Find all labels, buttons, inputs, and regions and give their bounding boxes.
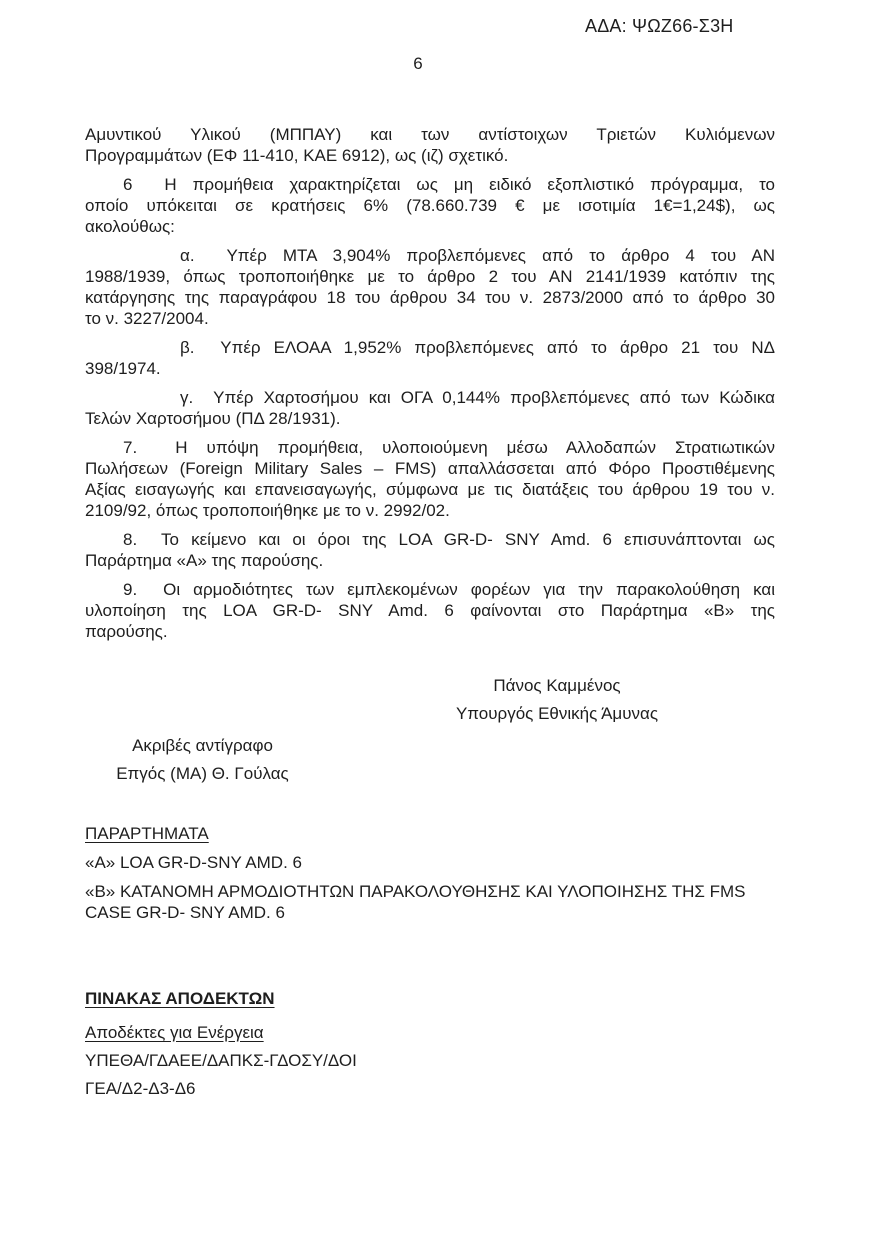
recipients-subheading: Αποδέκτες για Ενέργεια <box>85 1023 264 1042</box>
paragraph-6c <box>85 387 775 429</box>
signature-title: Υπουργός Εθνικής Άμυνας <box>455 704 659 723</box>
annex-item-a: «Α» LOA GR-D-SNY AMD. 6 <box>85 853 302 872</box>
annex-item-b: «Β» ΚΑΤΑΝΟΜΗ ΑΡΜΟΔΙΟΤΗΤΩΝ ΠΑΡΑΚΟΛΟΥΘΗΣΗΣ ΚΑΙ ΥΛΟΠΟΙΗΣΗΣ ΤΗΣ FMS CASE GR-D- SNY AMD. 6 <box>85 882 746 922</box>
text-line: Παράρτημα «Α» της παρούσης. <box>85 551 324 570</box>
paragraph-6b <box>85 337 775 379</box>
text-line: 1988/1939, όπως τροποποιήθηκε με το άρθρο 2 του ΑΝ 2141/1939 κατόπιν της <box>85 267 775 286</box>
text-line: 7. Η υπόψη προμήθεια, υλοποιούμενη μέσω Αλλοδαπών Στρατιωτικών <box>123 438 775 457</box>
certification-label: Ακριβές αντίγραφο <box>132 736 273 755</box>
page-number: 6 <box>413 54 423 73</box>
paragraph-7 <box>85 437 775 521</box>
text-line: κατάργησης της παραγράφου 18 του άρθρου 34 του ν. 2873/2000 από το άρθρο 30 <box>85 288 775 307</box>
document-body <box>85 124 775 1099</box>
signature-block <box>339 675 775 724</box>
text-line: 2109/92, όπως τροποποιήθηκε με το ν. 2992/02. <box>85 501 450 520</box>
text-line: 9. Οι αρμοδιότητες των εμπλεκομένων φορέων για την παρακολούθηση και <box>123 580 775 599</box>
text-line: Πωλήσεων (Foreign Military Sales – FMS) απαλλάσσεται από Φόρο Προστιθέμενης <box>85 459 775 478</box>
text-line: γ. Υπέρ Χαρτοσήμου και ΟΓΑ 0,144% προβλεπόμενες από των Κώδικα <box>180 388 775 407</box>
recipient-item: ΥΠΕΘΑ/ΓΔΑΕΕ/ΔΑΠΚΣ-ΓΔΟΣΥ/ΔΟΙ <box>85 1051 357 1070</box>
paragraph-intro <box>85 124 775 166</box>
text-line: ακολούθως: <box>85 217 175 236</box>
text-line: α. Υπέρ ΜΤΑ 3,904% προβλεπόμενες από το άρθρο 4 του ΑΝ <box>180 246 775 265</box>
text-line: υλοποίηση της LOA GR-D- SNY Amd. 6 φαίνονται στο Παράρτημα «Β» της <box>85 601 775 620</box>
certification-block <box>110 735 295 784</box>
text-line: το ν. 3227/2004. <box>85 309 209 328</box>
signature-name: Πάνος Καμμένος <box>493 676 621 695</box>
text-line: Τελών Χαρτοσήμου (ΠΔ 28/1931). <box>85 409 341 428</box>
text-line: Προγραμμάτων (ΕΦ 11-410, ΚΑΕ 6912), ως (ιζ) σχετικό. <box>85 146 509 165</box>
paragraph-8 <box>85 529 775 571</box>
ada-code: ΑΔΑ: ΨΩΖ66-Σ3Η <box>585 16 734 36</box>
text-line: παρούσης. <box>85 622 168 641</box>
text-line: 398/1974. <box>85 359 161 378</box>
annexes-heading: ΠΑΡΑΡΤΗΜΑΤΑ <box>85 824 209 843</box>
text-line: 8. Το κείμενο και οι όροι της LOA GR-D- SNY Amd. 6 επισυνάπτονται ως <box>123 530 775 549</box>
text-line: Αμυντικού Υλικού (ΜΠΠΑΥ) και των αντίστοιχων Τριετών Κυλιόμενων <box>85 125 775 144</box>
text-line: 6 Η προμήθεια χαρακτηρίζεται ως μη ειδικό εξοπλιστικό πρόγραμμα, το <box>123 175 775 194</box>
recipient-item: ΓΕΑ/Δ2-Δ3-Δ6 <box>85 1079 196 1098</box>
paragraph-6a <box>85 245 775 329</box>
certification-officer: Επγός (ΜΑ) Θ. Γούλας <box>116 764 289 783</box>
paragraph-6 <box>85 174 775 237</box>
text-line: Αξίας εισαγωγής και επανεισαγωγής, σύμφωνα με τις διατάξεις του άρθρου 19 του ν. <box>85 480 775 499</box>
recipients-heading: ΠΙΝΑΚΑΣ ΑΠΟΔΕΚΤΩΝ <box>85 989 275 1008</box>
text-line: β. Υπέρ ΕΛΟΑΑ 1,952% προβλεπόμενες από το άρθρο 21 του ΝΔ <box>180 338 775 357</box>
text-line: οποίο υπόκειται σε κρατήσεις 6% (78.660.739 € με ισοτιμία 1€=1,24$), ως <box>85 196 775 215</box>
paragraph-9 <box>85 579 775 642</box>
